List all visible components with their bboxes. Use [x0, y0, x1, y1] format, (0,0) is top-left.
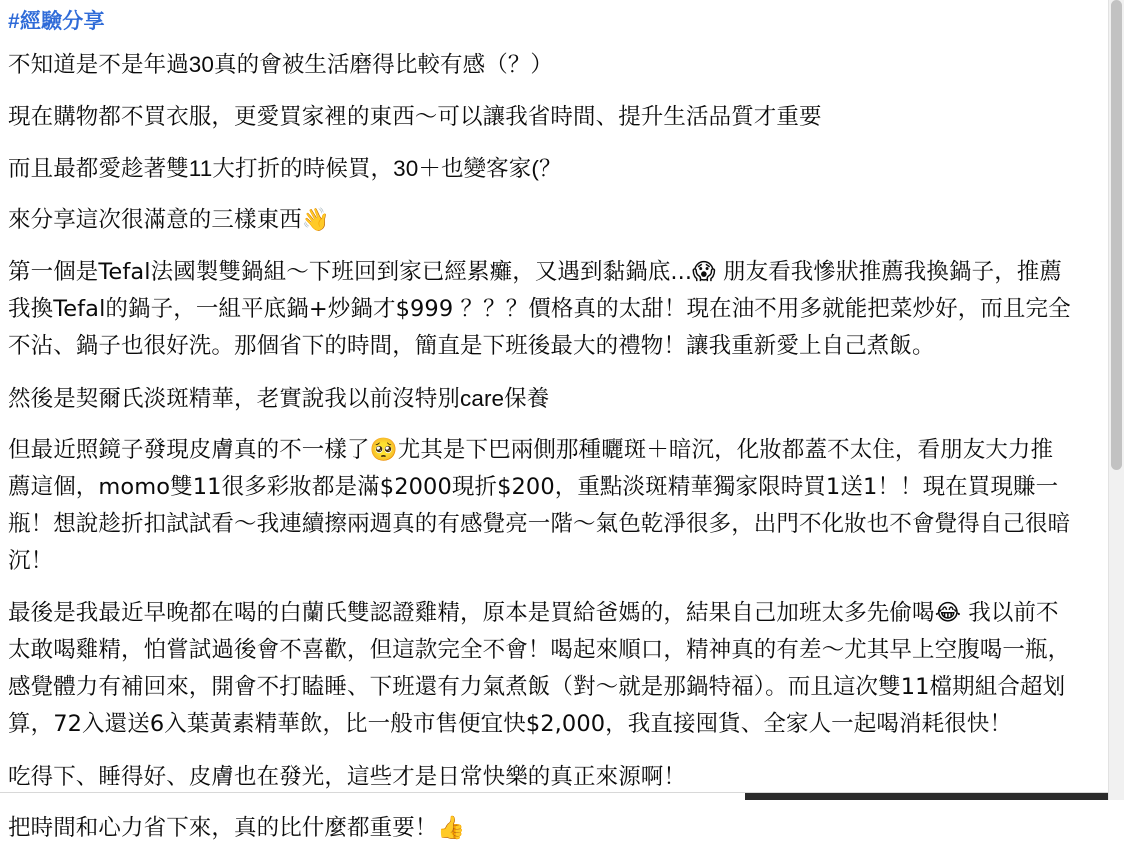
post-paragraph-10: 把時間和心力省下來，真的比什麼都重要！👍	[8, 815, 466, 841]
post-paragraph-8: 最後是我最近早晚都在喝的白蘭氏雙認證雞精，原本是買給爸媽的，結果自己加班太多先偷喝😂 我以前不太敢喝雞精，怕嘗試過後會不喜歡，但這款完全不會！喝起來順口，精神真的有差～尤其早上空腹喝一瓶，感覺體力有補回來，開會不打瞌睡、下班還有力氣煮飯（對～就是那鍋特福）。而且這次雙11檔期組合超划算，72入還送6入葉黃素精華飲，比一般市售便宜快$2,000，我直接囤貨、全家人一起喝消耗很快！	[8, 600, 1071, 737]
post-paragraph-6: 然後是契爾氏淡斑精華，老實說我以前沒特別care保養	[8, 386, 550, 411]
post-paragraph-1: 不知道是不是年過30真的會被生活磨得比較有感（？）	[8, 52, 554, 77]
bottom-dark-strip	[745, 793, 1109, 800]
post-paragraph-7: 但最近照鏡子發現皮膚真的不一樣了🥺尤其是下巴兩側那種曬斑＋暗沉，化妝都蓋不太住，看朋友大力推薦這個，momo雙11很多彩妝都是滿$2000現折$200，重點淡斑精華獨家限時買1送1！！現在買現賺一瓶！想說趁折扣試試看～我連續擦兩週真的有感覺亮一階～氣色乾淨很多，出門不化妝也不會覺得自己很暗沉！	[8, 437, 1071, 574]
post-paragraph-5: 第一個是Tefal法國製雙鍋組～下班回到家已經累癱，又遇到黏鍋底...😱 朋友看我慘狀推薦我換鍋子，推薦我換Tefal的鍋子，一組平底鍋+炒鍋才$999 ？？？價格真的太甜！現在油不用多就能把菜炒好，而且完全不沾、鍋子也很好洗。那個省下的時間，簡直是下班後最大的禮物！讓我重新愛上自己煮飯。	[8, 259, 1071, 359]
post-title-text: 經驗分享	[19, 10, 105, 33]
vertical-scrollbar[interactable]	[1108, 0, 1124, 800]
post-paragraph-2: 現在購物都不買衣服，更愛買家裡的東西～可以讓我省時間、提升生活品質才重要	[8, 104, 822, 129]
post-hashtag-title[interactable]	[8, 8, 1074, 36]
post-paragraph-4: 來分享這次很滿意的三樣東西👋	[8, 207, 330, 233]
scrollbar-thumb[interactable]	[1111, 0, 1122, 470]
hashtag-icon: #	[8, 10, 20, 33]
post-paragraph-3: 而且最都愛趁著雙11大打折的時候買，30＋也變客家(？	[8, 156, 562, 181]
post-paragraph-9: 吃得下、睡得好、皮膚也在發光，這些才是日常快樂的真正來源啊！	[8, 764, 687, 789]
